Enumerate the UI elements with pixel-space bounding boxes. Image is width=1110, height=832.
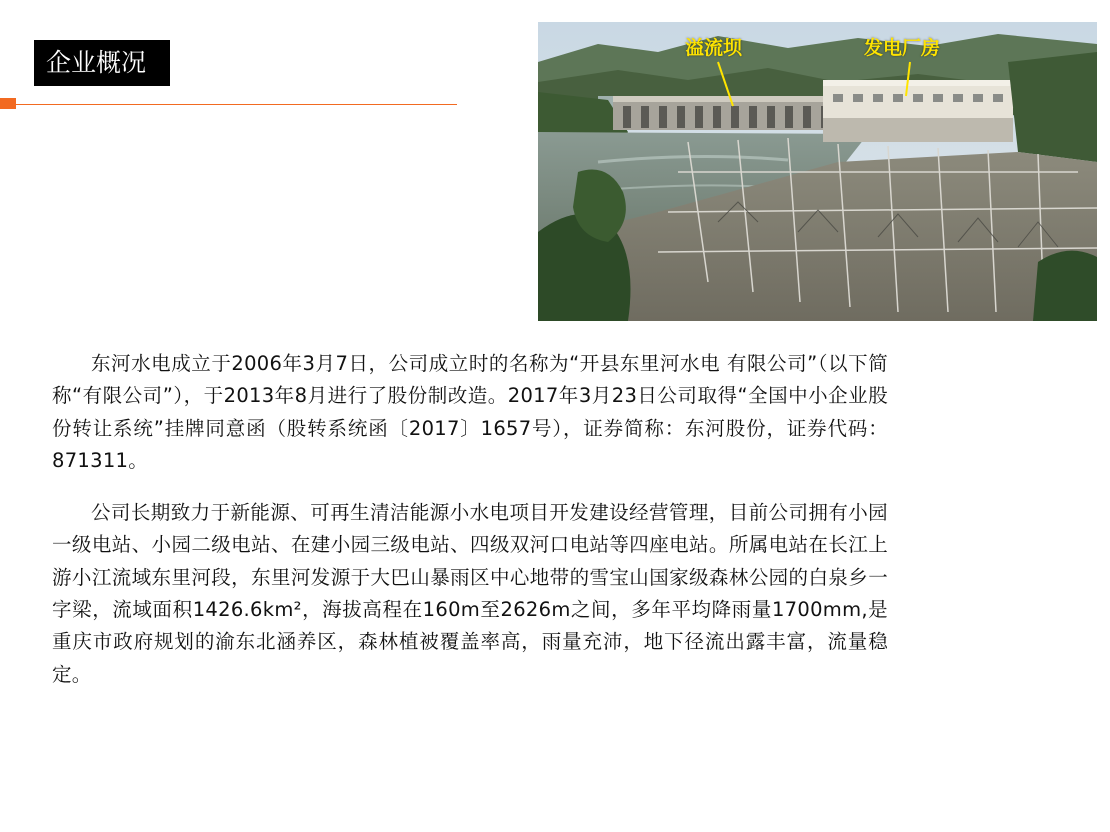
- company-overview-text: [52, 348, 888, 691]
- paragraph-company-history: 东河水电成立于2006年3月7日，公司成立时的名称为“开县东里河水电 有限公司”（以下简称“有限公司”），于2013年8月进行了股份制改造。2017年3月23日公司取得“全国中小企业股份转让系统”挂牌同意函（股转系统函〔2017〕1657号），证券简称：东河股份，证券代码：871311。: [52, 352, 888, 472]
- photo-illustration: [538, 22, 1097, 321]
- title-accent-marker: [0, 98, 16, 109]
- spillway-dam-label: 溢流坝: [685, 37, 743, 59]
- paragraph-business-overview: 公司长期致力于新能源、可再生清洁能源小水电项目开发建设经营管理，目前公司拥有小园一级电站、小园二级电站、在建小园三级电站、四级双河口电站等四座电站。所属电站在长江上游小江流域东里河段，东里河发源于大巴山暴雨区中心地带的雪宝山国家级森林公园的白泉乡一字梁，流域面积1426.6km²，海拔高程在160m至2626m之间，多年平均降雨量1700mm,是重庆市政府规划的渝东北涵养区，森林植被覆盖率高，雨量充沛，地下径流出露丰富，流量稳定。: [52, 501, 888, 686]
- hydropower-station-photo: [538, 22, 1097, 321]
- title-underline: [16, 104, 457, 105]
- page-title: 企业概况: [34, 40, 170, 86]
- powerhouse-label: 发电厂房: [864, 37, 941, 59]
